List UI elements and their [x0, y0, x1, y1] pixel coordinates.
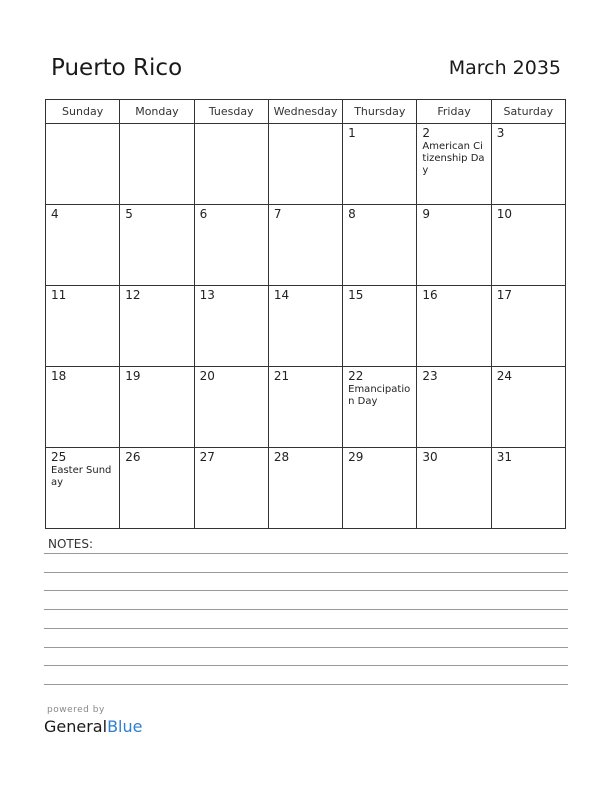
- day-cell: [491, 448, 565, 529]
- day-cell: [120, 205, 194, 286]
- weekday-wednesday: Wednesday: [268, 100, 342, 124]
- week-row: [46, 448, 566, 529]
- day-number: 7: [273, 207, 282, 221]
- day-cell: [46, 286, 120, 367]
- day-cell: [268, 367, 342, 448]
- calendar-weeks: [46, 124, 566, 529]
- day-cell: [120, 286, 194, 367]
- day-cell: [343, 367, 417, 448]
- holiday-label: American Citizenship Day: [422, 141, 485, 176]
- powered-by-text: powered by: [47, 705, 105, 715]
- day-cell: [417, 448, 491, 529]
- day-cell: [491, 124, 565, 205]
- week-row: [46, 286, 566, 367]
- day-number: 31: [496, 450, 512, 464]
- note-line: [44, 665, 568, 666]
- day-number: 26: [125, 450, 141, 464]
- day-number: 14: [273, 288, 290, 302]
- day-number: 28: [273, 450, 290, 464]
- day-number: 11: [51, 288, 67, 302]
- day-cell: [491, 367, 565, 448]
- weekday-monday: Monday: [120, 100, 194, 124]
- day-cell: [46, 448, 120, 529]
- day-number: 8: [348, 207, 356, 221]
- day-number: 3: [496, 126, 505, 140]
- day-number: 12: [125, 288, 141, 302]
- week-row: [46, 124, 566, 205]
- brand-general: General: [44, 717, 108, 736]
- day-number: 24: [496, 369, 512, 383]
- week-row: [46, 367, 566, 448]
- day-cell: [343, 124, 417, 205]
- day-number: 18: [51, 369, 67, 383]
- day-number: 2: [422, 126, 431, 140]
- notes-label: NOTES:: [48, 537, 93, 551]
- day-number: 6: [199, 207, 208, 221]
- note-line: [44, 590, 568, 591]
- day-cell: [268, 448, 342, 529]
- day-number: 27: [199, 450, 215, 464]
- day-cell: [417, 367, 491, 448]
- day-number: 5: [125, 207, 133, 221]
- calendar-month: March 2035: [448, 57, 561, 79]
- day-cell: [46, 367, 120, 448]
- day-number: 23: [422, 369, 438, 383]
- day-number: 21: [273, 369, 290, 383]
- note-line: [44, 684, 568, 685]
- day-cell: [268, 124, 342, 205]
- day-cell: [120, 367, 194, 448]
- day-number: 29: [348, 450, 364, 464]
- day-cell: [343, 448, 417, 529]
- day-number: 16: [422, 288, 438, 302]
- day-cell: [194, 367, 268, 448]
- day-number: 1: [348, 126, 356, 140]
- day-cell: [268, 205, 342, 286]
- note-line: [44, 628, 568, 629]
- weekday-saturday: Saturday: [491, 100, 565, 124]
- day-cell: [268, 286, 342, 367]
- weekday-tuesday: Tuesday: [194, 100, 268, 124]
- holiday-label: Emancipation Day: [348, 384, 411, 407]
- day-cell: [194, 448, 268, 529]
- day-cell: [491, 205, 565, 286]
- day-number: 19: [125, 369, 141, 383]
- day-cell: [46, 124, 120, 205]
- holiday-label: Easter Sunday: [51, 465, 112, 488]
- day-number: 4: [51, 207, 59, 221]
- day-number: 15: [348, 288, 364, 302]
- weekday-header-row: [46, 100, 566, 124]
- day-cell: [417, 286, 491, 367]
- day-cell: [194, 205, 268, 286]
- day-cell: [491, 286, 565, 367]
- weekday-thursday: Thursday: [343, 100, 417, 124]
- day-cell: [120, 124, 194, 205]
- day-number: 17: [496, 288, 512, 302]
- day-cell: [46, 205, 120, 286]
- day-number: 20: [199, 369, 215, 383]
- brand-logo: [44, 717, 142, 736]
- weekday-sunday: Sunday: [46, 100, 120, 124]
- day-number: 9: [422, 207, 431, 221]
- day-number: 13: [199, 288, 215, 302]
- day-number: 22: [348, 369, 364, 383]
- weekday-friday: Friday: [417, 100, 491, 124]
- day-number: 10: [496, 207, 512, 221]
- day-cell: [194, 124, 268, 205]
- day-cell: [417, 124, 491, 205]
- note-line: [44, 572, 568, 573]
- day-cell: [417, 205, 491, 286]
- brand-blue: Blue: [107, 717, 143, 736]
- day-number: 25: [51, 450, 67, 464]
- calendar-title: Puerto Rico: [51, 55, 183, 81]
- week-row: [46, 205, 566, 286]
- day-cell: [120, 448, 194, 529]
- calendar-grid: [45, 99, 566, 529]
- day-number: 30: [422, 450, 438, 464]
- note-line: [44, 609, 568, 610]
- day-cell: [343, 286, 417, 367]
- day-cell: [343, 205, 417, 286]
- note-line: [44, 647, 568, 648]
- note-line: [44, 553, 568, 554]
- day-cell: [194, 286, 268, 367]
